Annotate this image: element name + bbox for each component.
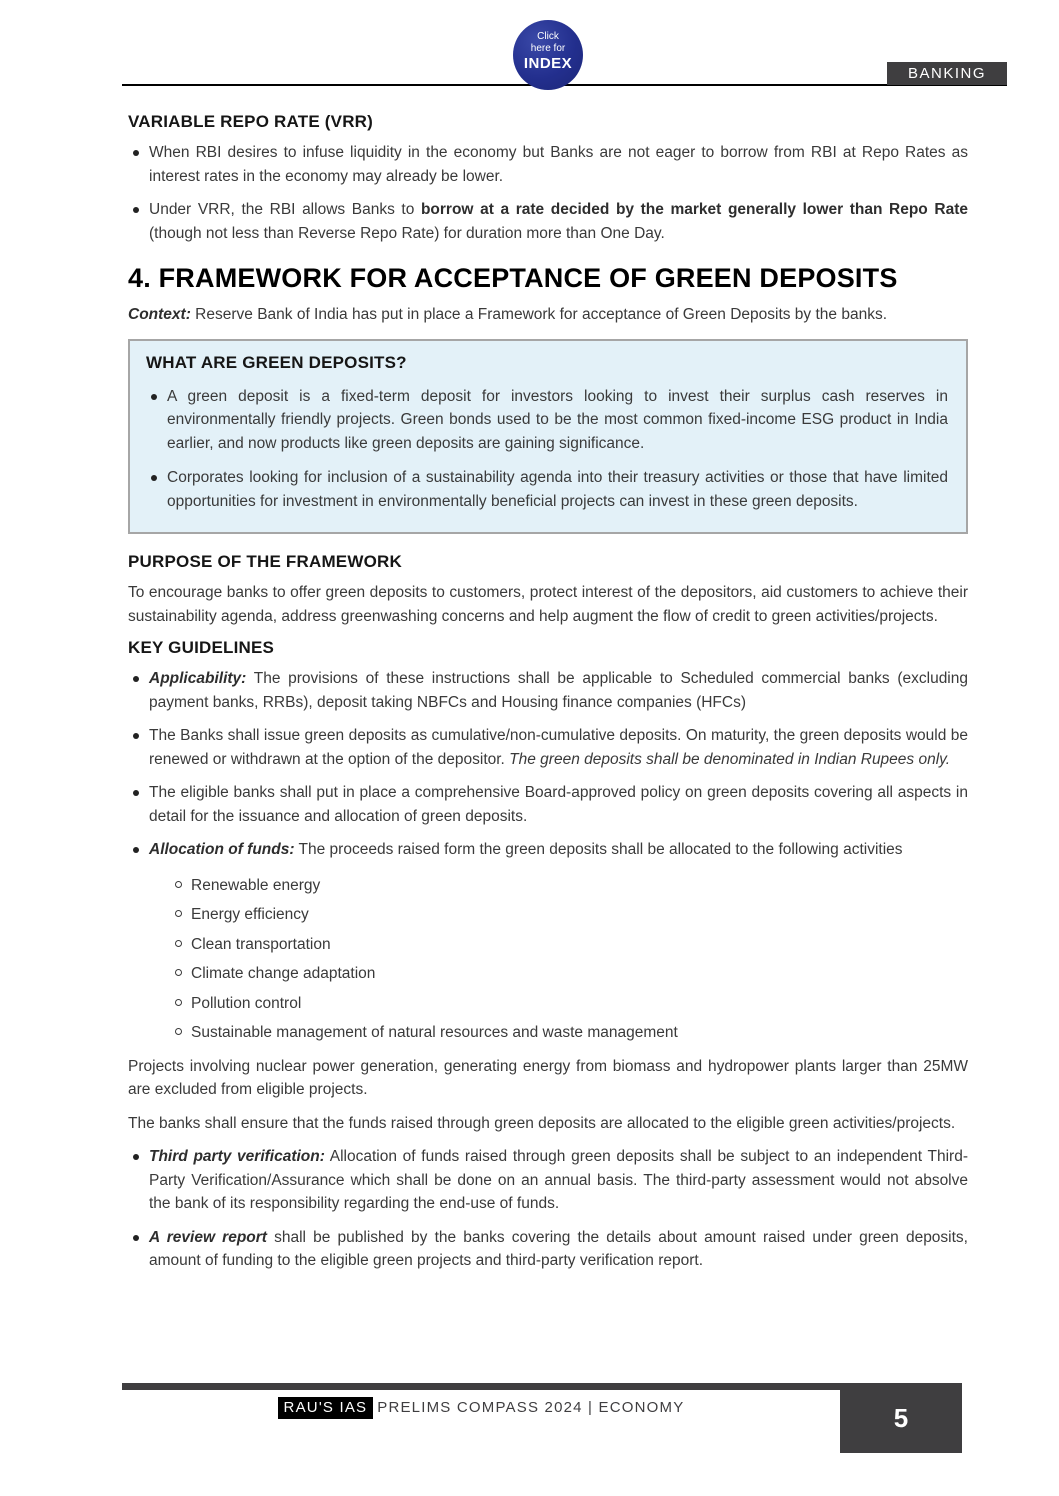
green-deposits-box xyxy=(128,339,968,535)
allocation-text: The proceeds raised form the green deposits shall be allocated to the following activities xyxy=(294,841,903,858)
vrr-bullet-2 xyxy=(128,198,968,245)
index-button-line3: INDEX xyxy=(523,55,573,72)
activity-renewable-energy: Renewable energy xyxy=(171,874,968,898)
footer-rule xyxy=(122,1383,840,1390)
guidelines-bullet-cumulative xyxy=(128,724,968,771)
cumulative-text: The Banks shall issue green deposits as cumulative/non-cumulative deposits. On maturity, the green deposits would be renewed or withdrawn at the option of the depositor. xyxy=(149,727,968,768)
vrr-bullet-1 xyxy=(128,141,968,188)
green-box-heading: WHAT ARE GREEN DEPOSITS? xyxy=(146,352,407,372)
index-button-line2: here for xyxy=(530,43,566,54)
guidelines-bullet-applicability xyxy=(128,667,968,714)
activities-list xyxy=(171,874,968,1045)
verification-text: Allocation of funds raised through green deposits shall be subject to an independent Third-Party Verification/Assurance which shall be done on an annual basis. The third-party assessment would not absolve the bank of its responsibility regarding the end-use of funds. xyxy=(149,1148,968,1212)
context-paragraph xyxy=(128,303,968,327)
context-text: Reserve Bank of India has put in place a Framework for acceptance of Green Deposits by the banks. xyxy=(190,306,888,323)
guidelines-bullet-list xyxy=(128,667,968,1045)
green-box-bullet-2-text: Corporates looking for inclusion of a sustainability agenda into their treasury activities or those that have limited opportunities for investment in environmentally beneficial projects can invest in these green deposits. xyxy=(167,469,948,510)
footer-brand: RAU'S IAS xyxy=(278,1397,374,1419)
activity-climate-change-adaptation: Climate change adaptation xyxy=(171,962,968,986)
vrr-bullet-2-pre: Under VRR, the RBI allows Banks to xyxy=(149,201,421,218)
cumulative-italic-text: The green deposits shall be denominated in Indian Rupees only. xyxy=(509,750,951,768)
chapter-banner: BANKING xyxy=(887,62,1007,85)
policy-text: The eligible banks shall put in place a comprehensive Board-approved policy on green deposits covering all aspects in detail for the issuance and allocation of green deposits. xyxy=(149,784,968,825)
guidelines-bullet-verification xyxy=(128,1145,968,1216)
context-label: Context: xyxy=(128,306,191,323)
vrr-bullet-2-post: (though not less than Reverse Repo Rate) for duration more than One Day. xyxy=(149,224,665,242)
review-report-text: shall be published by the banks covering the details about amount raised under green deposits, amount of funding to the eligible green projects and third-party verification report. xyxy=(149,1228,968,1269)
guidelines-bullet-review-report xyxy=(128,1226,968,1273)
framework-heading: 4. FRAMEWORK FOR ACCEPTANCE OF GREEN DEPOSITS xyxy=(128,263,898,293)
guidelines-bullet-policy xyxy=(128,781,968,828)
green-box-bullet-2 xyxy=(146,466,948,513)
purpose-heading: PURPOSE OF THE FRAMEWORK xyxy=(128,552,402,571)
guidelines-heading: KEY GUIDELINES xyxy=(128,638,275,657)
vrr-heading: VARIABLE REPO RATE (VRR) xyxy=(128,112,374,131)
index-button-line1: Click xyxy=(537,31,559,42)
page-number-badge xyxy=(840,1383,962,1453)
purpose-paragraph: To encourage banks to offer green deposits to customers, protect interest of the depositors, aid customers to achieve their sustainability agenda, address greenwashing concerns and help augment the flow of credit to green activities/projects. xyxy=(128,584,968,625)
applicability-text: The provisions of these instructions shall be applicable to Scheduled commercial banks (excluding payment banks, RRBs), deposit taking NBFCs and Housing finance companies (HFCs) xyxy=(149,670,968,711)
guidelines-bullet-list-2 xyxy=(128,1145,968,1273)
verification-label: Third party verification: xyxy=(149,1148,325,1165)
vrr-bullet-2-bold: borrow at a rate decided by the market generally lower than Repo Rate xyxy=(420,201,968,218)
green-box-bullet-1 xyxy=(146,385,948,456)
guidelines-bullet-allocation xyxy=(128,838,968,1045)
activity-clean-transportation: Clean transportation xyxy=(171,933,968,957)
applicability-label: Applicability: xyxy=(149,670,247,687)
vrr-bullet-1-text: When RBI desires to infuse liquidity in the economy but Banks are not eager to borrow from RBI at Repo Rates as interest rates in the economy may already be lower. xyxy=(149,144,968,185)
green-box-bullet-1-text: A green deposit is a fixed-term deposit for investors looking to invest their surplus cash reserves in environmentally friendly projects. Green bonds used to be the most common fixed-income ESG product in India earlier, and now products like green deposits are gaining significance. xyxy=(167,387,948,452)
funds-allocation-paragraph: The banks shall ensure that the funds raised through green deposits are allocated to the eligible green activities/projects. xyxy=(128,1114,956,1132)
excluded-projects-paragraph: Projects involving nuclear power generation, generating energy from biomass and hydropower plants larger than 25MW are excluded from eligible projects. xyxy=(128,1057,968,1098)
footer-title-text: PRELIMS COMPASS 2024 | ECONOMY xyxy=(377,1399,685,1416)
vrr-bullet-list xyxy=(128,141,968,245)
review-report-label: A review report xyxy=(149,1228,267,1246)
activity-pollution-control: Pollution control xyxy=(171,992,968,1016)
activity-sustainable-management: Sustainable management of natural resources and waste management xyxy=(171,1021,968,1045)
footer-title xyxy=(122,1399,840,1416)
index-button[interactable] xyxy=(513,20,583,90)
page-number: 5 xyxy=(893,1402,909,1433)
allocation-label: Allocation of funds: xyxy=(149,841,295,858)
activity-energy-efficiency: Energy efficiency xyxy=(171,903,968,927)
page-content xyxy=(128,112,968,1283)
green-box-bullet-list xyxy=(146,385,948,514)
